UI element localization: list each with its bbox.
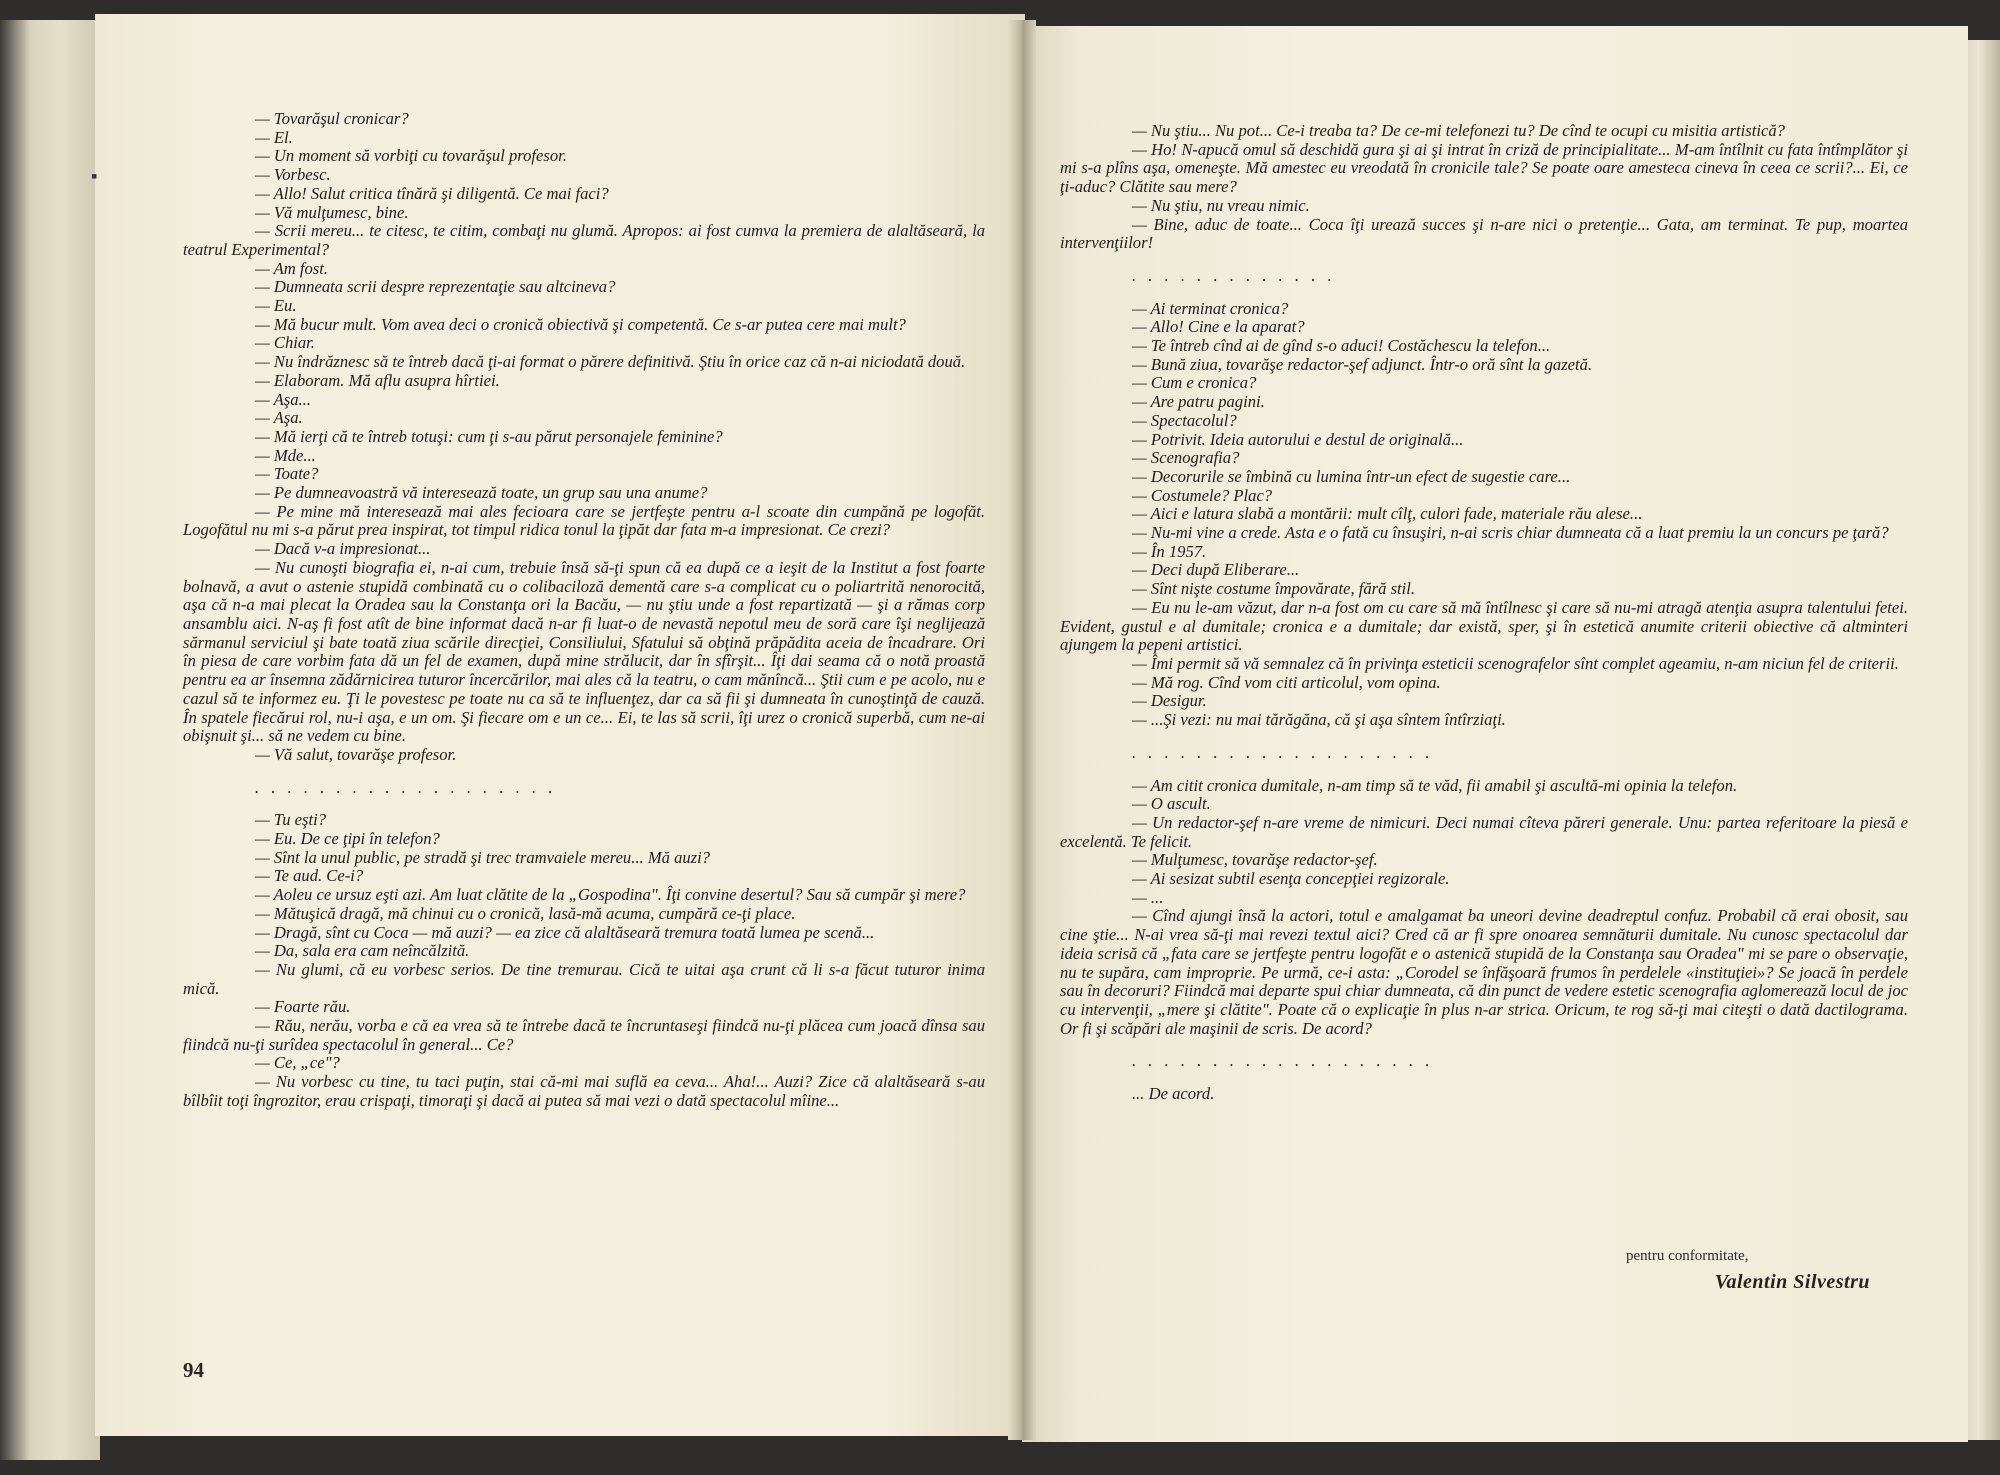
section-gap: [1060, 730, 1908, 744]
dialogue-line: — Allo! Salut critica tînără şi diligentă. Ce mai faci?: [255, 183, 609, 203]
signature-name: Valentin Silvestru: [1714, 1271, 1870, 1293]
dialogue-line: — Mde...: [255, 445, 316, 465]
dialogue-line: — Costumele? Plac?: [1132, 485, 1273, 505]
dialogue-line: — Allo! Cine e la aparat?: [1132, 317, 1305, 337]
page-number: 94: [183, 1358, 204, 1382]
dialogue-line: — Decorurile se îmbină cu lumina într-un efect de sugestie care...: [1132, 466, 1571, 486]
dialogue-line: — Mă ierţi că te întreb totuşi: cum ţi s-au părut personajele feminine?: [255, 426, 723, 446]
dialogue-line: — Are patru pagini.: [1132, 392, 1265, 412]
section-gap: [183, 765, 985, 779]
dialogue-line: — Nu cunoşti biografia ei, n-ai cum, trebuie însă să-ţi spun că ea după ce a ieşit de la Institut a fost foarte bolnavă, a avut o astenie stupidă combinată cu o colibaciloză dementă care s-a complicat cu o poliartrită nenorocită, aşa că n-a mai plecat la Oradea sau la Constanţa ori la Bacău, — nu ştiu unde a fost repartizată — şi a rămas corp ansamblu aici. N-aş fi fost atît de bine informat dacă n-ar fi luat-o de nevastă nepotul meu de soră care îşi neglijează sărmanul serviciul şi bate toată ziua scările direcţiei, Consiliului, Sfatului să obţină prăpădita aceia de încadrare. Ori în piesa de care vorbim fata dă un fel de examen, după mine strălucit, dar în sfîrşit... Îţi dai seama că o notă proastă pentru ea ar însemna zădărnicirea tuturor încercărilor, mai ales că la teatru, o cam mănîncă... Ştii cum e pe acolo, nu e cazul să te informez eu. Ţi le povestesc pe toate nu ca să te influenţez, dar ca să fii şi dumneata în cunoştinţă de cauză. În spatele fiecărui rol, nu-i aşa, e un om. Şi fiecare om e un ce... Ei, te las să scrii, îţi urez o cronică superbă, cum ne-ai obişnuit şi... să ne vedem cu bine.: [183, 557, 985, 746]
dialogue-line: — Ho! N-apucă omul să deschidă gura şi ai şi intrat în criză de principialitate... M-am întîlnit cu fata întîmplător şi mi s-a plîns aşa, omeneşte. Mă amestec eu vreodată în cronicile tale? Se poate oare amesteca cineva în ceea ce scrii?... Ei, ce ţi-aduc? Clătite sau mere?: [1060, 139, 1908, 197]
dialogue-line: — Eu. De ce ţipi în telefon?: [255, 829, 440, 849]
dialogue-line: — Dragă, sînt cu Coca — mă auzi? — ea zice că alaltăseară tremura toată lumea pe scenă...: [255, 922, 875, 942]
dialogue-line: — Nu-mi vine a crede. Asta e o fată cu însuşiri, n-ai scris chiar dumneata că a luat premiu la un concurs pe ţară?: [1132, 523, 1889, 543]
dialogue-line: — Deci după Eliberare...: [1132, 560, 1300, 580]
dialogue-line: — Ai sesizat subtil esenţa concepţiei regizorale.: [1132, 869, 1450, 889]
dialogue-line: — Îmi permit să vă semnalez că în privinţa esteticii scenografelor sînt complet ageamiu, n-am niciun fel de criterii.: [1132, 653, 1899, 673]
dialogue-line: — Mă bucur mult. Vom avea deci o cronică obiectivă şi competentă. Ce s-ar putea cere mai mult?: [255, 314, 906, 334]
signature-block: [1562, 1248, 1870, 1294]
dialogue-line: — Ai terminat cronica?: [1132, 298, 1289, 318]
dialogue-line: — El.: [255, 127, 293, 147]
dialogue-line: — Mătuşică dragă, mă chinui cu o cronică, lasă-mă acuma, cumpără ce-ţi place.: [255, 903, 796, 923]
dialogue-line: — Am citit cronica dumitale, n-am timp să te văd, fii amabil şi ascultă-mi opinia la telefon.: [1132, 775, 1738, 795]
dialogue-line: — Mulţumesc, tovarăşe redactor-şef.: [1132, 850, 1378, 870]
dialogue-line: — Cum e cronica?: [1132, 373, 1257, 393]
dialogue-line: — Sînt la unul public, pe stradă şi trec tramvaiele mereu... Mă auzi?: [255, 847, 711, 867]
dialogue-line: — Desigur.: [1132, 691, 1207, 711]
dialogue-line: — Aşa...: [255, 389, 311, 409]
dialogue-line: — Vă salut, tovarăşe profesor.: [255, 744, 457, 764]
section-gap: [1060, 1038, 1908, 1052]
dialogue-line: — Ce, „ce"?: [255, 1053, 340, 1073]
dialogue-line: — În 1957.: [1132, 541, 1207, 561]
dialogue-line: — Cînd ajungi însă la actori, totul e amalgamat ba uneori devine deadreptul confuz. Probabil că erai obosit, sau cine ştie... N-ai vrea să-ţi mai revezi textul aici? Cred că ar fi spre onoarea semnăturii dumitale. Nu cunosc spectacolul dar ideia scrisă că „fata care se jertfeşte pentru logofăt e o astenică stupidă de la Constanţa sau Oradea" mi se pare o observaţie, nu te supăra, cam improprie. Pe urmă, ce-i asta: „Corodel se înfăşoară frumos în perdelele «instituţiei»? Se joacă în perdele sau în decoruri? Fiindcă mai departe spui chiar dumneata, că din punct de vedere estetic scenografia aglomerează locul de joc cu intervenţii, „mere şi clătite". Poate că o explicaţie în plus n-ar strica. Oricum, te rog să-ţi mai citeşti o dată dactilograma. Or fi şi scăpări ale maşinii de scris. De acord?: [1060, 906, 1908, 1038]
section-separator: . . . . . . . . . . . . . . . . . . .: [1132, 1051, 1430, 1071]
left-page: [91, 14, 1025, 1436]
section-gap: [1060, 253, 1908, 267]
dialogue-line: — Da, sala era cam neîncălzită.: [255, 941, 470, 961]
dialogue-line: — ...: [1132, 887, 1164, 907]
dialogue-line: — Toate?: [255, 464, 319, 484]
dialogue-line: — Aoleu ce ursuz eşti azi. Am luat clătite de la „Gospodina". Îţi convine desertul? Sau să cumpăr şi mere?: [255, 885, 966, 905]
dialogue-line: — Nu glumi, că eu vorbesc serios. De tine tremurau. Cică te uitai aşa crunt că li s-a făcut tuturor inima mică.: [183, 959, 985, 998]
dialogue-line: — Te aud. Ce-i?: [255, 866, 364, 886]
dialogue-line: — Sînt nişte costume împovărate, fără stil.: [1132, 579, 1416, 599]
right-page: [1022, 26, 1968, 1442]
dialogue-line: — Eu.: [255, 296, 297, 316]
dialogue-line: — Potrivit. Ideia autorului e destul de originală...: [1132, 429, 1464, 449]
section-gap: [1060, 286, 1908, 300]
dialogue-line: — Dacă v-a impresionat...: [255, 539, 431, 559]
dialogue-line: — Nu ştiu... Nu pot... Ce-i treaba ta? De ce-mi telefonezi tu? De cînd te ocupi cu misitia artistică?: [1132, 121, 1785, 140]
dialogue-line: — Tu eşti?: [255, 810, 327, 830]
dialogue-line: — Un redactor-şef n-are vreme de nimicuri. Deci numai cîteva păreri generale. Unu: partea referitoare la piesă e excelentă. Te felicit.: [1060, 812, 1908, 851]
dialogue-line: — Foarte rău.: [255, 997, 351, 1017]
dialogue-line: — Spectacolul?: [1132, 410, 1237, 430]
dialogue-line: — Te întreb cînd ai de gînd s-o aduci! Costăchescu la telefon...: [1132, 336, 1551, 356]
dialogue-line: — Nu ştiu, nu vreau nimic.: [1132, 195, 1310, 215]
section-separator: . . . . . . . . . . . . . . . . . . .: [1132, 742, 1430, 762]
dialogue-line: — Un moment să vorbiţi cu tovarăşul profesor.: [255, 146, 567, 166]
right-page-text: [1060, 122, 1908, 1104]
signature-caption: pentru conformitate,: [1626, 1248, 1749, 1264]
section-separator: . . . . . . . . . . . . .: [1132, 265, 1332, 285]
dialogue-line: — O ascult.: [1132, 794, 1211, 814]
dialogue-line: — Nu vorbesc cu tine, tu taci puţin, stai că-mi mai suflă ea ceva... Aha!... Auzi? Zice că alaltăseară s-au bîlbîit toţi îngrozitor, erau crispaţi, timoraţi şi dacă ai putea să mai vezi o dată spectacolul mîine...: [183, 1072, 985, 1110]
section-gap: [183, 797, 985, 811]
margin-mark: ▪: [91, 166, 98, 186]
dialogue-line: ... De acord.: [1132, 1084, 1215, 1104]
dialogue-line: — Dumneata scrii despre reprezentaţie sau altcineva?: [255, 277, 616, 297]
dialogue-line: — Eu nu le-am văzut, dar n-a fost om cu care să mă întîlnesc şi care să nu-mi atragă atenţia asupra talentului fetei. Evident, gustul e al dumitale; cronica e a dumitale; dar există, sper, şi în estetică anumite criterii obiective că altminteri ajungem la pepeni artistici.: [1060, 597, 1908, 655]
dialogue-line: — Am fost.: [255, 258, 328, 278]
dialogue-line: — Nu îndrăznesc să te întreb dacă ţi-ai format o părere definitivă. Ştiu în orice caz că n-ai niciodată două.: [255, 352, 966, 372]
dialogue-line: — ...Şi vezi: nu mai tărăgăna, că şi aşa sîntem întîrziaţi.: [1132, 710, 1506, 730]
section-gap: [1060, 1071, 1908, 1085]
dialogue-line: — Aici e latura slabă a montării: mult cîlţ, culori fade, materiale rău alese...: [1132, 504, 1643, 524]
dialogue-line: — Chiar.: [255, 333, 315, 353]
dialogue-line: — Scrii mereu... te citesc, te citim, combaţi nu glumă. Apropos: ai fost cumva la premiera de alaltăseară, la teatrul Experimental?: [183, 221, 985, 259]
dialogue-line: — Vorbesc.: [255, 165, 331, 185]
dialogue-line: — Rău, nerău, vorba e că ea vrea să te întrebe dacă te încruntaseşi fiindcă nu-ţi plăcea cum joacă dînsa sau fiindcă nu-ţi surîdea spectacolul în general... Ce?: [183, 1016, 985, 1054]
book-page-edges-left: [0, 20, 100, 1460]
dialogue-line: — Elaboram. Mă aflu asupra hîrtiei.: [255, 370, 500, 390]
dialogue-line: — Aşa.: [255, 408, 303, 428]
dialogue-line: — Scenografia?: [1132, 448, 1240, 468]
dialogue-line: — Vă mulţumesc, bine.: [255, 202, 409, 222]
dialogue-line: — Mă rog. Cînd vom citi articolul, vom opina.: [1132, 672, 1441, 692]
dialogue-line: — Tovarăşul cronicar?: [255, 109, 409, 128]
section-gap: [1060, 763, 1908, 777]
left-page-text: [183, 110, 985, 1111]
book-gutter: [1008, 20, 1036, 1440]
dialogue-line: — Bine, aduc de toate... Coca îţi urează succes şi n-are nici o pretenţie... Gata, am terminat. Te pup, moartea intervenţiilor!: [1060, 214, 1908, 253]
section-separator: . . . . . . . . . . . . . . . . . . .: [255, 777, 553, 797]
dialogue-line: — Pe dumneavoastră vă interesează toate, un grup sau una anume?: [255, 483, 708, 503]
dialogue-line: — Bună ziua, tovarăşe redactor-şef adjunct. Într-o oră sînt la gazetă.: [1132, 354, 1593, 374]
dialogue-line: — Pe mine mă interesează mai ales fecioara care se jertfeşte pentru a-l scoate din cumpănă pe logofăt. Logofătul nu mi s-a părut prea inspirat, tot timpul ridica tonul la ţipăt dar fata m-a impresionat. Ce crezi?: [183, 501, 985, 540]
